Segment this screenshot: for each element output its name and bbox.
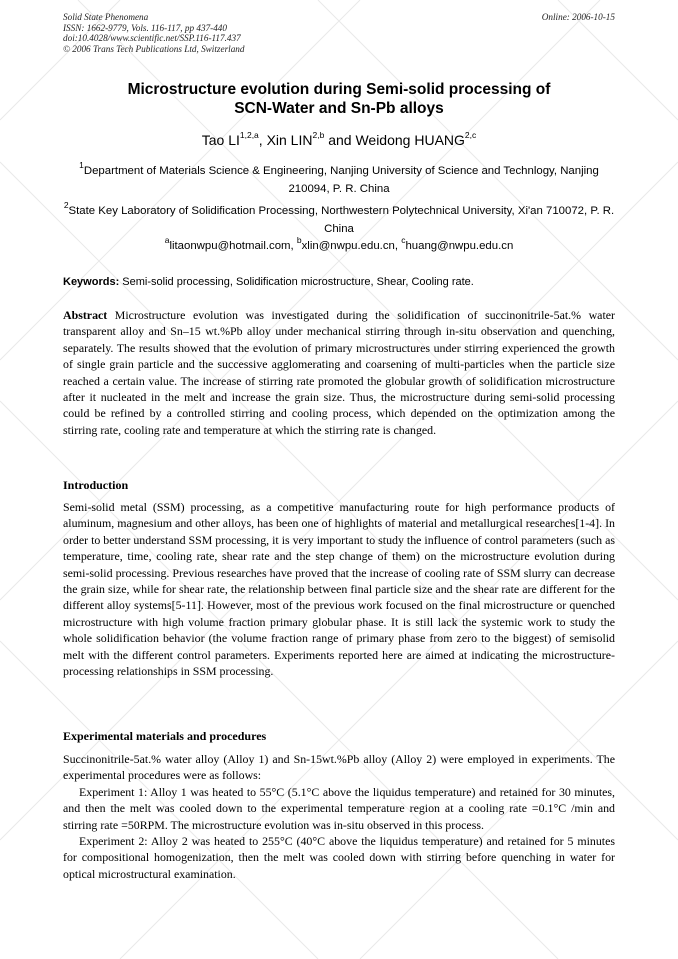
abstract-label: Abstract: [63, 308, 108, 322]
online-date: Online: 2006-10-15: [541, 12, 615, 22]
author-separator: and: [324, 132, 356, 148]
affiliation-superscript: 1: [79, 160, 84, 171]
email-address[interactable]: huang@nwpu.edu.cn: [405, 240, 514, 252]
experiment-2-paragraph: Experiment 2: Alloy 2 was heated to 255°C (40°C above the liquidus temperature) and retained for 5 minutes for compositional homogenization, then the melt was cooled down with stirring before quenching in water for optical microstructural examination.: [63, 834, 615, 881]
section-heading-experimental: Experimental materials and procedures: [63, 729, 267, 743]
keywords-text: Semi-solid processing, Solidification microstructure, Shear, Cooling rate.: [119, 276, 474, 288]
email-separator: ,: [394, 240, 402, 252]
journal-header: [63, 12, 244, 54]
doi-line: doi:10.4028/www.scientific.net/SSP.116-117.437: [63, 33, 241, 44]
email-superscript: c: [401, 235, 406, 246]
author-name: Tao LI: [201, 132, 240, 148]
introduction-paragraph: Semi-solid metal (SSM) processing, as a competitive manufacturing route for high performance products of aluminum, magnesium and other alloys, has been one of highlights of material and metallurgical researches[1-4]. In order to better understand SSM processing, it is very important to study the influence of control parameters (such as temperature, time, cooling rate, shear rate and the step change of them) on the microstructure evolution during semi-solid processing. Previous researches have proved that the increase of cooling rate of SSM slurry can decrease the grain size, while for shear rate, the relationship between final particle size and the shear rate are different for the different alloy systems[5-11]. However, most of the previous work focused on the final microstructure or quenched microstructure with high volume fraction primary globular phase. It is still lack the systemic work to study the whole solidification behavior (the volume fraction range of primary phase from zero to the biggest) of semisolid melt with the different control parameters. Experiments reported here are aimed at indicating the microstructure-processing relationships in SSM processing.: [63, 500, 615, 679]
experimental-section: [63, 751, 615, 882]
affiliation-1: [62, 160, 616, 198]
journal-name: Solid State Phenomena: [63, 12, 149, 22]
paper-title: [60, 80, 618, 118]
email-superscript: b: [296, 235, 302, 246]
email-address[interactable]: litaonwpu@hotmail.com: [169, 240, 291, 252]
affiliation-2: [62, 200, 616, 238]
copyright-line: © 2006 Trans Tech Publications Ltd, Switzerland: [63, 43, 245, 54]
email-separator: ,: [290, 240, 297, 252]
abstract: [63, 307, 615, 438]
email-list: [62, 235, 616, 255]
keywords-label: Keywords:: [63, 276, 120, 288]
author-list: [60, 131, 618, 149]
author-name: Weidong HUANG: [355, 132, 465, 148]
author-superscript: 1,2,a: [239, 130, 259, 141]
title-line-2: SCN-Water and Sn-Pb alloys: [234, 100, 444, 117]
affiliation-text: Department of Materials Science & Engineering, Nanjing University of Science and Technlogy, Nanjing 210094, P. R. China: [83, 165, 599, 195]
email-address[interactable]: xlin@nwpu.edu.cn: [301, 240, 395, 252]
author-name: Xin LIN: [266, 132, 313, 148]
affiliation-superscript: 2: [63, 200, 69, 211]
section-heading-introduction: Introduction: [63, 478, 129, 492]
issn-line: ISSN: 1662-9779, Vols. 116-117, pp 437-440: [63, 22, 227, 33]
abstract-text: Microstructure evolution was investigated during the solidification of succinonitrile-5at.% water transparent alloy and Sn–15 wt.%Pb alloy under mechanical stirring through in-situ observation and quenching, separately. The results showed that the evolution of primary microstructures under stirring experienced the growth of single grain particle and the successive agglomerating and coarsening of multi-particles when the particle size reached a certain value. The increase of stirring rate promoted the globular growth of solidification microstructure after it nucleated in the melt and increase the grain size. Thus, the microstructure during semi-solid processing could be refined by a controlled stirring and cooling process, which depended on the optimization among the stirring rate, cooling rate and temperature at which the stirring rate is changed.: [63, 308, 615, 437]
author-superscript: 2,c: [464, 130, 477, 141]
experiment-1-paragraph: Experiment 1: Alloy 1 was heated to 55°C (5.1°C above the liquidus temperature) and retained for 30 minutes, and then the melt was cooled down to the experimental temperature region at a cooling rate =0.1°C /min and stirring rate =50RPM. The microstructure evolution was in-situ observed in this process.: [63, 784, 615, 832]
title-line-1: Microstructure evolution during Semi-solid processing of: [127, 81, 551, 98]
keywords: [63, 274, 615, 290]
email-superscript: a: [164, 235, 170, 246]
affiliation-text: State Key Laboratory of Solidification Processing, Northwestern Polytechnical University, Xi'an 710072, P. R. China: [68, 205, 615, 235]
author-superscript: 2,b: [312, 130, 325, 141]
author-separator: ,: [258, 132, 267, 148]
experimental-intro-paragraph: Succinonitrile-5at.% water alloy (Alloy 1) and Sn-15wt.%Pb alloy (Alloy 2) were employed in experiments. The experimental procedures were as follows:: [63, 752, 615, 783]
